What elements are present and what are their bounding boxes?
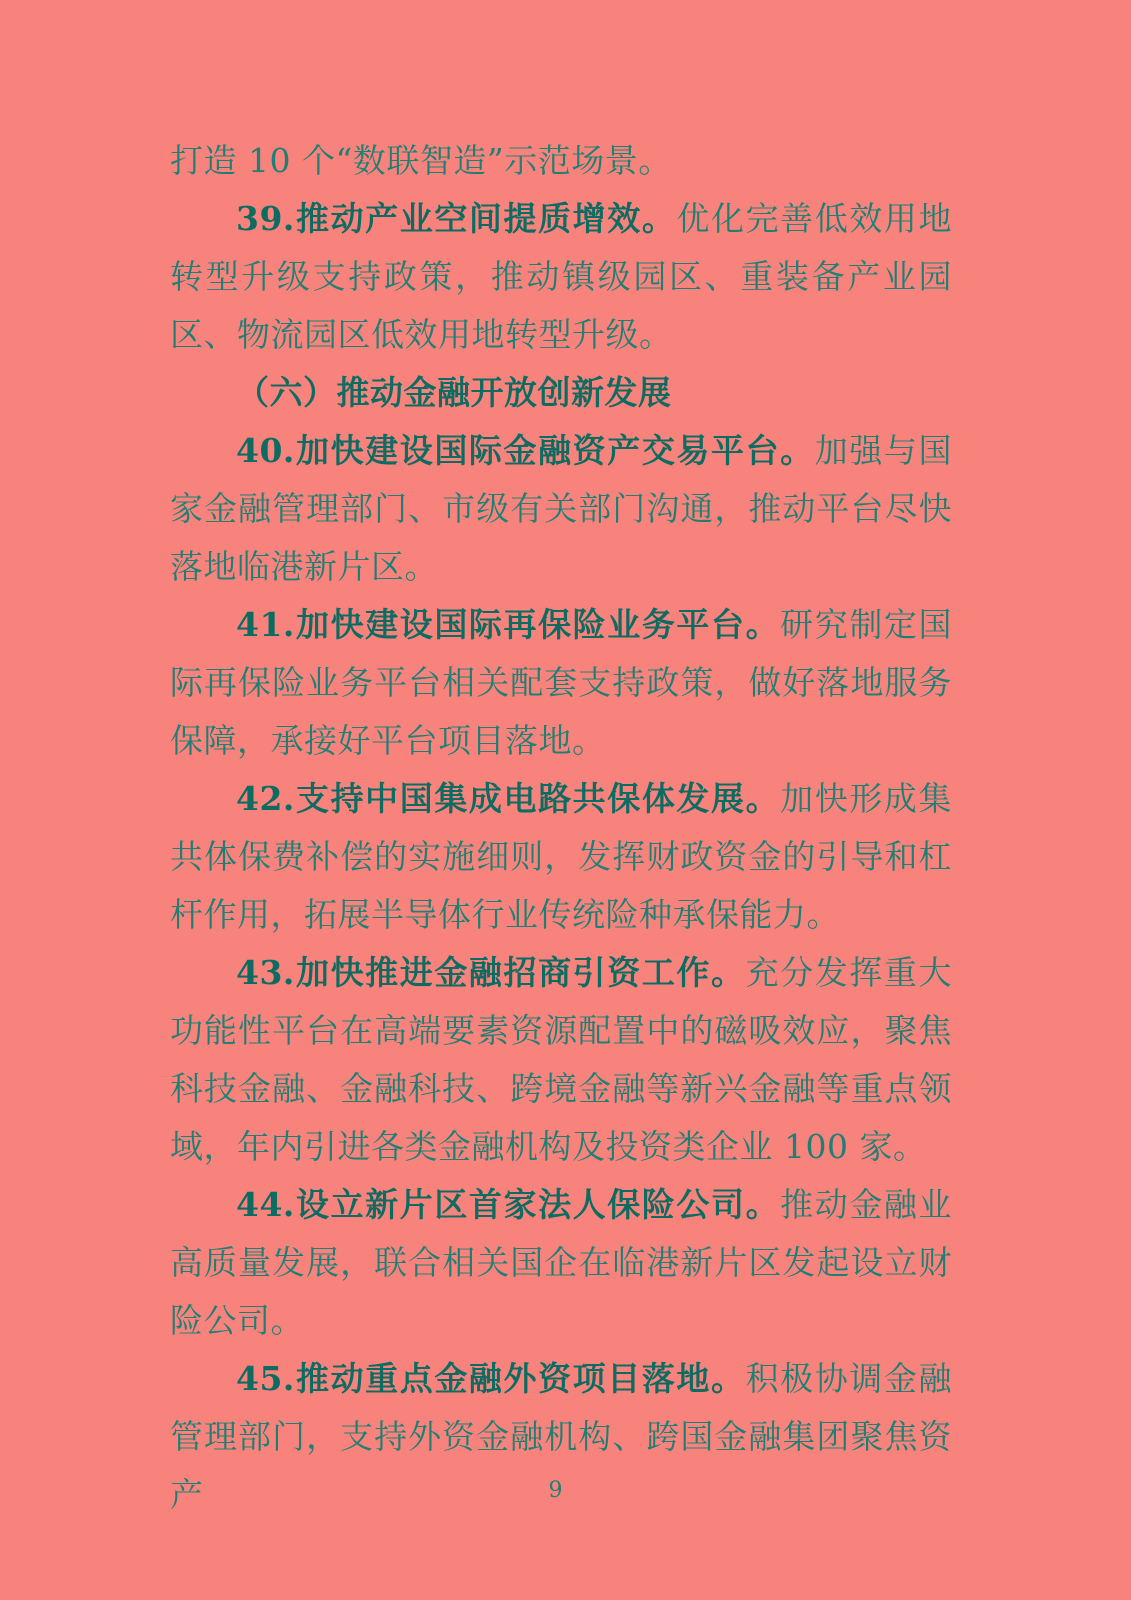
item-41-title: 41.加快建设国际再保险业务平台。 [236, 605, 781, 644]
document-body [170, 132, 952, 1524]
item-40-text: 加强与国家金融管理部门、市级有关部门沟通，推动平台尽快落地临港新片区。 [170, 431, 952, 586]
item-39-title: 39.推动产业空间提质增效。 [236, 199, 677, 238]
item-45-text: 积极协调金融管理部门，支持外资金融机构、跨国金融集团聚焦资产 [170, 1359, 952, 1514]
paragraph-item-41 [170, 596, 952, 770]
item-45-title: 45.推动重点金融外资项目落地。 [236, 1359, 746, 1398]
item-43-text: 充分发挥重大功能性平台在高端要素资源配置中的磁吸效应，聚焦科技金融、金融科技、跨境金融等新兴金融等重点领域，年内引进各类金融机构及投资类企业 100 家。 [170, 953, 952, 1166]
item-42-text: 加快形成集共体保费补偿的实施细则，发挥财政资金的引导和杠杆作用，拓展半导体行业传统险种承保能力。 [170, 779, 953, 934]
item-44-title: 44.设立新片区首家法人保险公司。 [236, 1185, 781, 1224]
paragraph-continuation [170, 132, 952, 190]
item-44-text: 推动金融业高质量发展，联合相关国企在临港新片区发起设立财险公司。 [170, 1185, 953, 1340]
paragraph-item-39 [170, 190, 952, 364]
page-number: 9 [548, 1478, 563, 1503]
paragraph-item-44 [170, 1176, 952, 1350]
paragraph-item-43 [170, 944, 952, 1176]
item-42-title: 42.支持中国集成电路共保体发展。 [236, 779, 781, 818]
section-heading-text: （六）推动金融开放创新发展 [236, 373, 672, 412]
item-41-text: 研究制定国际再保险业务平台相关配套支持政策，做好落地服务保障，承接好平台项目落地。 [170, 605, 953, 760]
section-heading-6 [170, 364, 952, 422]
paragraph-item-40 [170, 422, 952, 596]
paragraph-text: 打造 10 个“数联智造”示范场景。 [170, 141, 672, 180]
item-39-text: 优化完善低效用地转型升级支持政策，推动镇级园区、重装备产业园区、物流园区低效用地转型升级。 [170, 199, 953, 354]
item-40-title: 40.加快建设国际金融资产交易平台。 [236, 431, 815, 470]
item-43-title: 43.加快推进金融招商引资工作。 [236, 953, 746, 992]
paragraph-item-42 [170, 770, 952, 944]
